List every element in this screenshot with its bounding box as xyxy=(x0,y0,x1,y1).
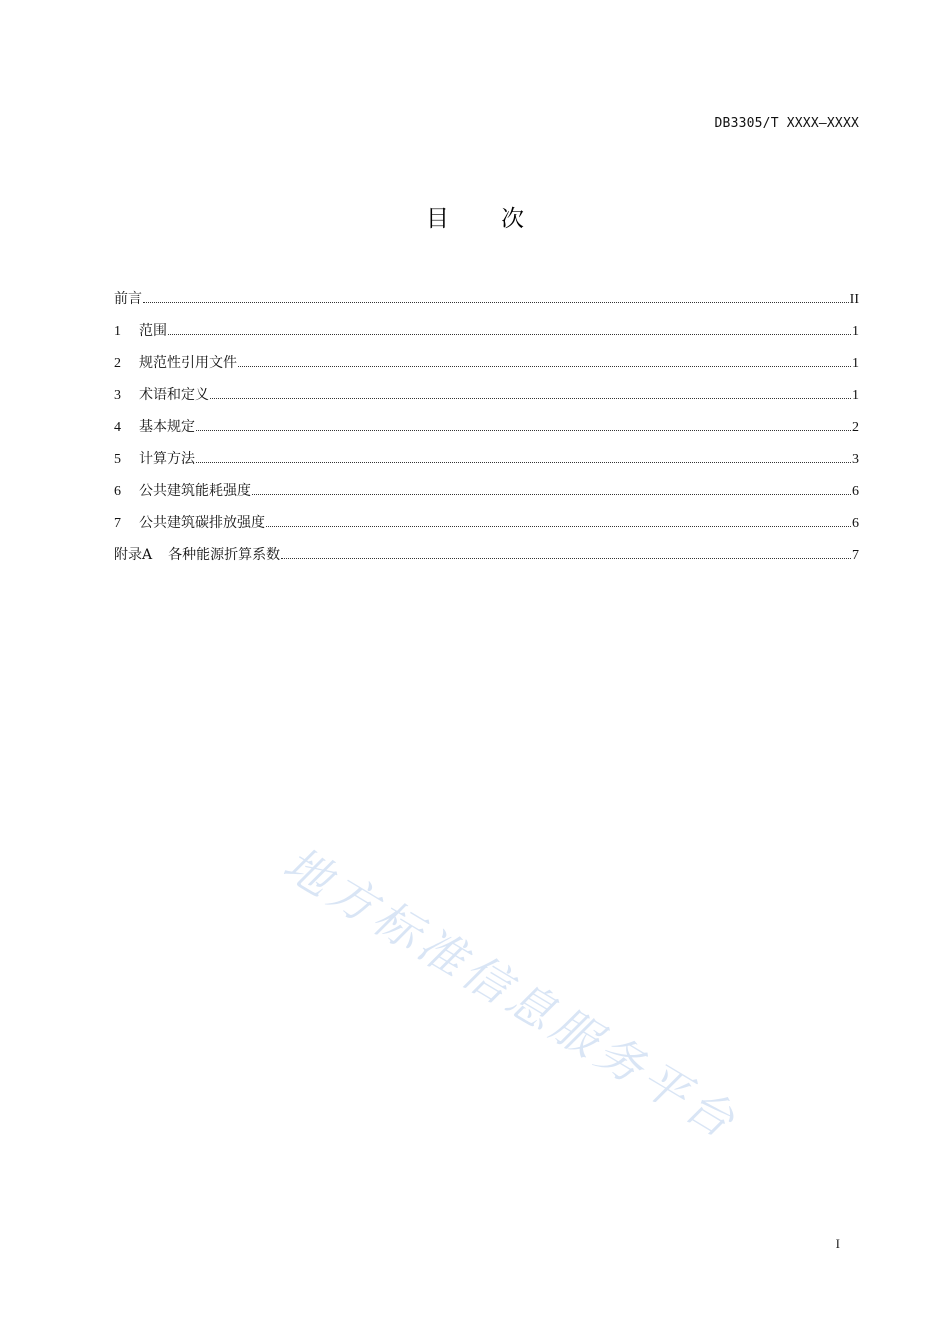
toc-entry-page: 1 xyxy=(852,324,859,339)
toc-dot-leader xyxy=(266,517,851,527)
toc-entry-label: 公共建筑碳排放强度 xyxy=(139,515,265,531)
toc-entry-page: 1 xyxy=(852,356,859,371)
toc-dot-leader xyxy=(252,485,851,495)
toc-entry-label: 基本规定 xyxy=(139,419,195,435)
toc-entry-basic-provisions[interactable] xyxy=(114,416,859,448)
table-of-contents xyxy=(114,288,859,576)
toc-entry-scope[interactable] xyxy=(114,320,859,352)
toc-entry-number: 4 xyxy=(114,420,121,435)
toc-entry-number: 7 xyxy=(114,516,121,531)
toc-entry-label: 范围 xyxy=(139,323,167,339)
toc-dot-leader xyxy=(238,357,851,367)
toc-entry-label: 术语和定义 xyxy=(139,387,209,403)
page-number: I xyxy=(835,1236,840,1251)
toc-entry-label: 计算方法 xyxy=(139,451,195,467)
toc-entry-page: II xyxy=(849,292,859,307)
toc-dot-leader xyxy=(196,421,851,431)
toc-entry-carbon-intensity[interactable] xyxy=(114,512,859,544)
toc-entry-page: 6 xyxy=(852,484,859,499)
toc-entry-number: 5 xyxy=(114,452,121,467)
toc-dot-leader xyxy=(281,549,851,559)
toc-entry-number: 1 xyxy=(114,324,121,339)
toc-dot-leader xyxy=(196,453,851,463)
toc-entry-label: 各种能源折算系数 xyxy=(168,547,281,563)
toc-entry-page: 7 xyxy=(852,548,859,563)
toc-entry-number: 2 xyxy=(114,356,121,371)
toc-entry-label: 公共建筑能耗强度 xyxy=(139,483,251,499)
toc-title: 目次 xyxy=(426,206,576,232)
toc-dot-leader xyxy=(210,389,851,399)
toc-entry-page: 3 xyxy=(852,452,859,467)
toc-entry-label: 前言 xyxy=(114,291,142,307)
toc-entry-foreword[interactable] xyxy=(114,288,859,320)
toc-dot-leader xyxy=(168,325,851,335)
toc-entry-appendix-a[interactable] xyxy=(114,544,859,576)
document-code: DB3305/T XXXX—XXXX xyxy=(714,116,859,131)
toc-entry-calculation-method[interactable] xyxy=(114,448,859,480)
toc-entry-number: 3 xyxy=(114,388,121,403)
toc-entry-number: 附录A xyxy=(114,547,153,563)
toc-entry-page: 1 xyxy=(852,388,859,403)
toc-entry-terms-definitions[interactable] xyxy=(114,384,859,416)
watermark-text: 地方标准信息服务平台 xyxy=(274,836,749,1151)
toc-entry-number: 6 xyxy=(114,484,121,499)
toc-entry-energy-intensity[interactable] xyxy=(114,480,859,512)
toc-entry-page: 2 xyxy=(852,420,859,435)
toc-entry-normative-references[interactable] xyxy=(114,352,859,384)
toc-entry-label: 规范性引用文件 xyxy=(139,355,237,371)
toc-entry-page: 6 xyxy=(852,516,859,531)
toc-dot-leader xyxy=(143,293,849,303)
